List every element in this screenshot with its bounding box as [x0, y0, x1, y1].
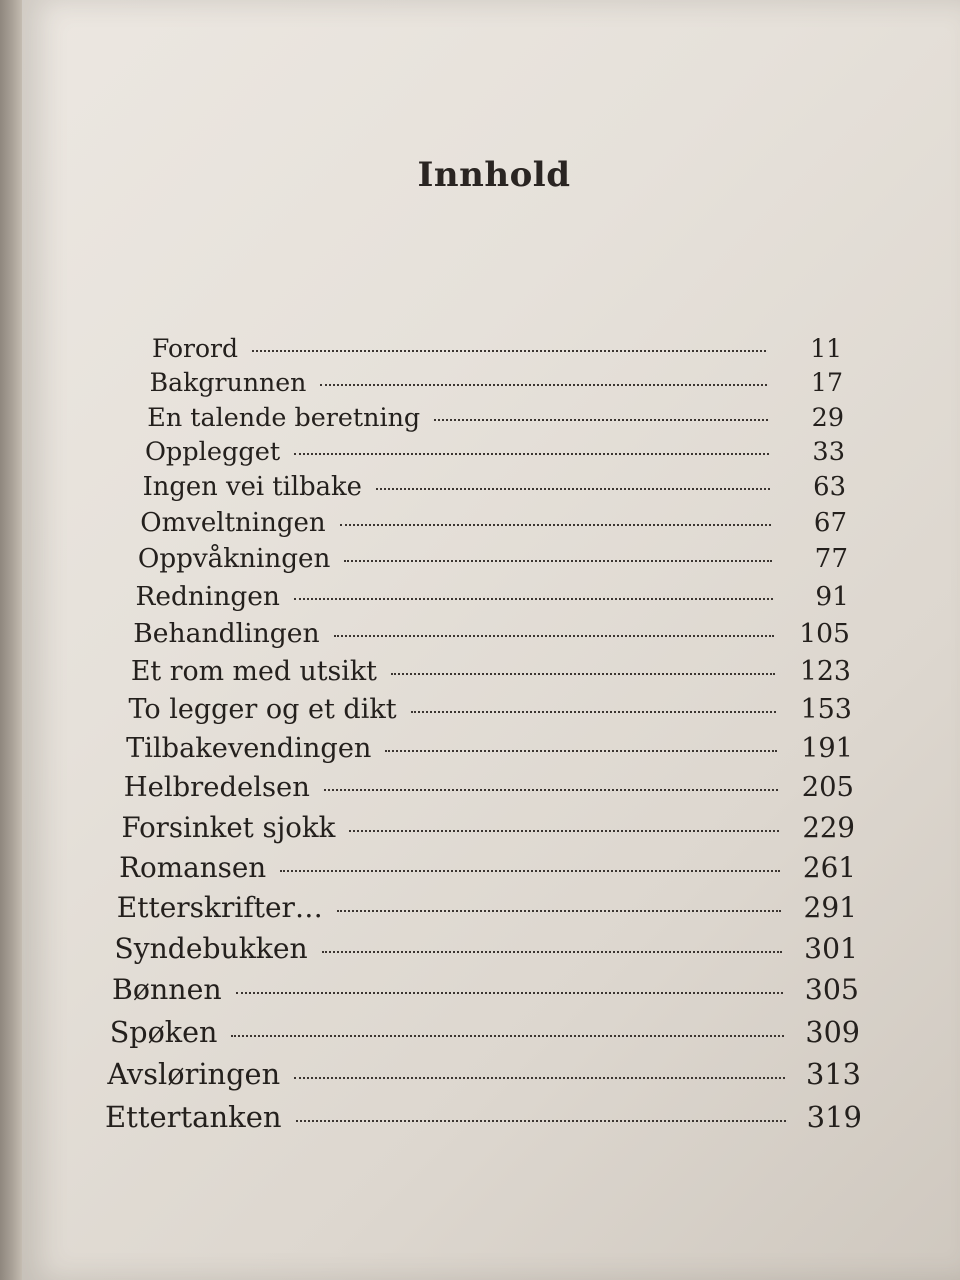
toc-entry	[114, 932, 858, 965]
toc-entry	[105, 1100, 862, 1134]
toc-entry-title: Syndebukken	[114, 932, 308, 966]
toc-entry-page: 77	[814, 544, 848, 575]
toc-entry-title: Tilbakevendingen	[126, 732, 372, 764]
dot-leader	[411, 711, 776, 713]
toc-entry-title: Forsinket sjokk	[121, 810, 336, 844]
toc-entry	[133, 618, 850, 649]
dot-leader	[294, 1077, 785, 1079]
toc-entry-title: Bakgrunnen	[149, 367, 307, 397]
dot-leader	[294, 598, 773, 600]
toc-entry	[129, 694, 853, 725]
toc-entry-title: En talende beretning	[147, 402, 421, 433]
dot-leader	[296, 1120, 786, 1122]
dot-leader	[349, 830, 779, 832]
toc-entry-title: Romansen	[119, 850, 267, 884]
toc-entry-page: 319	[806, 1100, 862, 1134]
dot-leader	[231, 1035, 784, 1037]
toc-entry	[121, 811, 855, 844]
dot-leader	[434, 419, 768, 421]
toc-entry	[140, 508, 847, 538]
toc-entry-page: 309	[805, 1015, 860, 1050]
toc-entry	[126, 733, 853, 764]
dot-leader	[280, 870, 780, 872]
toc-entry	[143, 472, 846, 502]
dot-leader	[334, 635, 774, 637]
toc-entry-title: Bønnen	[112, 973, 222, 1007]
toc-entry-page: 313	[806, 1057, 861, 1092]
dot-leader	[236, 992, 783, 994]
toc-entry	[124, 772, 854, 803]
toc-entry-page: 305	[804, 973, 859, 1007]
toc-entry	[138, 544, 848, 574]
dot-leader	[340, 524, 771, 526]
toc-entry	[131, 656, 851, 687]
dot-leader	[320, 384, 767, 386]
dot-leader	[344, 560, 772, 562]
toc-entry-page: 153	[800, 694, 852, 726]
toc-entry-page: 105	[799, 618, 850, 650]
dot-leader	[385, 750, 777, 752]
toc-entry-title: Ettertanken	[105, 1100, 282, 1134]
dot-leader	[376, 488, 770, 490]
toc-entry-page: 63	[813, 472, 846, 503]
toc-entry	[136, 581, 849, 612]
toc-entry-page: 123	[799, 655, 851, 687]
dot-leader	[322, 951, 782, 953]
dot-leader	[391, 673, 775, 675]
toc-entry	[145, 437, 845, 467]
toc-entry-title: Ingen vei tilbake	[142, 472, 362, 503]
toc-entry	[107, 1057, 861, 1091]
toc-entry	[152, 334, 842, 363]
toc-entry-title: Oppvåkningen	[137, 544, 331, 575]
toc-entry	[112, 973, 859, 1006]
toc-entry-page: 29	[811, 402, 844, 433]
toc-entry	[150, 368, 843, 397]
toc-entry	[117, 891, 857, 924]
toc-entry-page: 261	[802, 850, 856, 884]
toc-entry-title: Et rom med utsikt	[130, 655, 377, 687]
toc-entry-page: 291	[803, 891, 857, 925]
toc-entry	[110, 1015, 860, 1049]
toc-entry-title: Forord	[152, 334, 238, 363]
toc-entry-page: 11	[810, 334, 842, 363]
toc-entry-page: 91	[815, 581, 849, 613]
toc-entry-page: 17	[810, 367, 843, 397]
toc-entry-page: 33	[812, 437, 845, 468]
toc-entry-title: Redningen	[135, 581, 280, 613]
toc-entry-page: 229	[802, 810, 855, 844]
dot-leader	[294, 453, 769, 455]
toc-entry-title: Etterskrifter…	[116, 891, 323, 925]
table-of-contents	[0, 330, 960, 1150]
toc-entry-title: Helbredelsen	[123, 771, 310, 803]
toc-entry-page: 67	[813, 508, 847, 539]
toc-entry-title: Behandlingen	[133, 618, 320, 650]
toc-entry-title: Spøken	[109, 1015, 218, 1050]
page-title: Innhold	[417, 155, 571, 195]
toc-entry-title: Omveltningen	[140, 508, 326, 539]
dot-leader	[337, 910, 781, 912]
toc-entry-title: Opplegget	[144, 437, 281, 468]
toc-entry	[119, 851, 856, 884]
toc-entry-page: 301	[804, 932, 858, 966]
toc-entry-title: To legger og et dikt	[128, 694, 397, 726]
dot-leader	[324, 789, 778, 791]
dot-leader	[252, 350, 766, 352]
toc-entry-page: 191	[801, 732, 853, 764]
toc-entry-page: 205	[801, 771, 854, 803]
toc-entry-title: Avsløringen	[107, 1057, 281, 1092]
toc-entry	[147, 402, 844, 432]
